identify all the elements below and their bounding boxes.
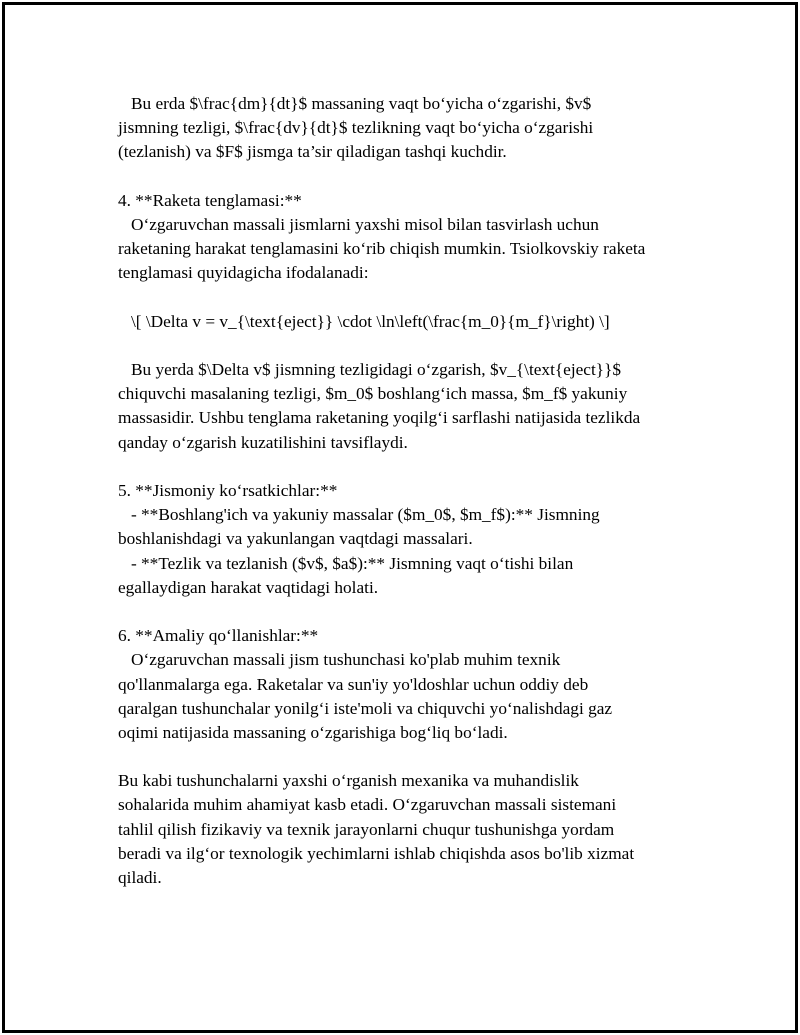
text-line: boshlanishdagi va yakunlangan vaqtdagi massalari. <box>118 529 473 549</box>
text-line: chiquvchi masalaning tezligi, $m_0$ boshlang‘ich massa, $m_f$ yakuniy <box>118 384 628 404</box>
text-line: oqimi natijasida massaning o‘zgarishiga bog‘liq bo‘ladi. <box>118 722 508 742</box>
equation-line: \[ \Delta v = v_{\text{eject}} \cdot \ln\left(\frac{m_0}{m_f}\right) \] <box>118 311 610 331</box>
paragraph-spacer <box>118 334 718 358</box>
paragraph-spacer <box>118 600 718 624</box>
section-6-amaliy-qollanishlar <box>118 624 718 745</box>
text-line: Bu yerda $\Delta v$ jismning tezligidagi o‘zgarish, $v_{\text{eject}}$ <box>118 360 622 380</box>
text-line: tahlil qilish fizikaviy va texnik jarayonlarni chuqur tushunishga yordam <box>118 819 615 839</box>
text-line: qanday o‘zgarish kuzatilishini tavsiflaydi. <box>118 432 408 452</box>
text-line: qaralgan tushunchalar yonilg‘i iste'moli va chiquvchi yo‘nalishdagi gaz <box>118 698 613 718</box>
text-line: egallaydigan harakat vaqtidagi holati. <box>118 577 379 597</box>
list-item: - **Boshlang'ich va yakuniy massalar ($m_0$, $m_f$):** Jismning <box>118 505 600 525</box>
list-item: - **Tezlik va tezlanish ($v$, $a$):** Jismning vaqt o‘tishi bilan <box>118 553 574 573</box>
section-4-raketa-tenglamasi <box>118 189 718 286</box>
section-heading: 4. **Raketa tenglamasi:** <box>118 190 302 210</box>
paragraph-spacer <box>118 165 718 189</box>
text-line: jismning tezligi, $\frac{dv}{dt}$ tezlikning vaqt bo‘yicha o‘zgarishi <box>118 118 594 138</box>
section-heading: 5. **Jismoniy ko‘rsatkichlar:** <box>118 481 338 500</box>
paragraph-spacer <box>118 745 718 769</box>
document-body <box>118 92 718 890</box>
text-line: Bu erda $\frac{dm}{dt}$ massaning vaqt bo‘yicha o‘zgarishi, $v$ <box>118 94 592 113</box>
text-line: qiladi. <box>118 868 162 887</box>
text-line: Bu kabi tushunchalarni yaxshi o‘rganish mexanika va muhandislik <box>118 771 579 791</box>
text-line: O‘zgaruvchan massali jismlarni yaxshi misol bilan tasvirlash uchun <box>118 214 599 234</box>
text-line: qo'llanmalarga ega. Raketalar va sun'iy yo'ldoshlar uchun oddiy deb <box>118 674 589 694</box>
rocket-equation <box>118 310 718 334</box>
text-line: (tezlanish) va $F$ jismga ta’sir qiladigan tashqi kuchdir. <box>118 142 507 162</box>
text-line: tenglamasi quyidagicha ifodalanadi: <box>118 263 369 283</box>
paragraph-conclusion <box>118 769 718 890</box>
paragraph-intro-definitions <box>118 92 718 165</box>
text-line: O‘zgaruvchan massali jism tushunchasi ko'plab muhim texnik <box>118 650 561 670</box>
section-heading: 6. **Amaliy qo‘llanishlar:** <box>118 626 319 646</box>
text-line: raketaning harakat tenglamasini ko‘rib chiqish mumkin. Tsiolkovskiy raketa <box>118 239 646 259</box>
paragraph-spacer <box>118 455 718 479</box>
paragraph-spacer <box>118 286 718 310</box>
text-line: massasidir. Ushbu tenglama raketaning yoqilg‘i sarflashi natijasida tezlikda <box>118 408 641 428</box>
text-line: beradi va ilg‘or texnologik yechimlarni ishlab chiqishda asos bo'lib xizmat <box>118 843 635 863</box>
text-line: sohalarida muhim ahamiyat kasb etadi. O‘zgaruvchan massali sistemani <box>118 795 617 815</box>
section-5-jismoniy-korsatkichlar <box>118 479 718 600</box>
paragraph-rocket-explanation <box>118 358 718 455</box>
